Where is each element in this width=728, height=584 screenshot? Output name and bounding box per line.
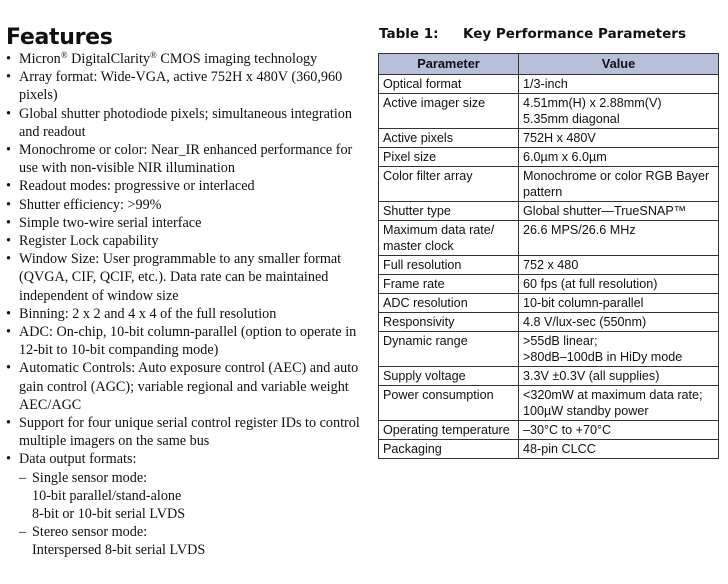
- value-cell: 752H x 480V: [519, 129, 719, 148]
- table-row: [379, 167, 719, 202]
- value-cell: 1/3-inch: [519, 75, 719, 94]
- table-row: [379, 440, 719, 459]
- value-cell: Monochrome or color RGB Bayer pattern: [519, 167, 719, 202]
- feature-item: • Shutter efficiency: >99%: [6, 196, 371, 214]
- value-cell: 752 x 480: [519, 256, 719, 275]
- output-formats-list: [19, 469, 371, 560]
- registered-mark: ®: [149, 50, 157, 60]
- parameter-cell: Frame rate: [379, 275, 519, 294]
- output-format-line: 10-bit parallel/stand-alone: [32, 487, 182, 504]
- value-cell: >55dB linear; >80dB–100dB in HiDy mode: [519, 332, 719, 367]
- parameter-cell: Packaging: [379, 440, 519, 459]
- table-number: Table 1:: [379, 26, 439, 42]
- feature-item: • ADC: On-chip, 10-bit column-parallel (option to operate in 12-bit to 10-bit companding mode): [6, 323, 371, 359]
- value-cell: 26.6 MPS/26.6 MHz: [519, 221, 719, 256]
- table-row: [379, 313, 719, 332]
- parameter-cell: Active pixels: [379, 129, 519, 148]
- table-row: [379, 332, 719, 367]
- table-row: [379, 221, 719, 256]
- table-row: [379, 421, 719, 440]
- output-format-line: – Stereo sensor mode:: [32, 524, 148, 541]
- features-heading: Features: [6, 25, 113, 50]
- feature-text: Micron: [19, 51, 61, 67]
- table-row: [379, 275, 719, 294]
- value-cell: –30°C to +70°C: [519, 421, 719, 440]
- feature-item: • Array format: Wide-VGA, active 752H x 480V (360,960 pixels): [6, 68, 371, 104]
- parameter-cell: Full resolution: [379, 256, 519, 275]
- feature-item: • Support for four unique serial control register IDs to control multiple imagers on the same bus: [6, 414, 371, 450]
- table-row: [379, 75, 719, 94]
- output-format-item: [19, 469, 371, 524]
- feature-item: • Global shutter photodiode pixels; simultaneous integration and readout: [6, 105, 371, 141]
- parameter-cell: Supply voltage: [379, 367, 519, 386]
- value-cell: 10-bit column-parallel: [519, 294, 719, 313]
- parameter-cell: Active imager size: [379, 94, 519, 129]
- value-cell: 60 fps (at full resolution): [519, 275, 719, 294]
- table-row: [379, 367, 719, 386]
- features-list: [6, 50, 371, 560]
- parameter-cell: Shutter type: [379, 202, 519, 221]
- feature-item: • Automatic Controls: Auto exposure control (AEC) and auto gain control (AGC); variable regional and variable weight AEC/AGC: [6, 359, 371, 414]
- value-cell: 48-pin CLCC: [519, 440, 719, 459]
- feature-item: • Simple two-wire serial interface: [6, 214, 371, 232]
- table-row: [379, 148, 719, 167]
- feature-item: • Monochrome or color: Near_IR enhanced performance for use with non-visible NIR illumination: [6, 141, 371, 177]
- parameter-cell: Operating temperature: [379, 421, 519, 440]
- value-cell: Global shutter—TrueSNAP™: [519, 202, 719, 221]
- feature-text: DigitalClarity: [67, 51, 150, 67]
- column-header-value: Value: [519, 54, 719, 75]
- parameter-cell: Power consumption: [379, 386, 519, 421]
- table-title: Key Performance Parameters: [463, 26, 686, 42]
- feature-item: • Binning: 2 x 2 and 4 x 4 of the full resolution: [6, 305, 371, 323]
- output-format-line: 8-bit or 10-bit serial LVDS: [32, 506, 186, 523]
- table-body: [379, 75, 719, 459]
- table-row: [379, 294, 719, 313]
- value-cell: 3.3V ±0.3V (all supplies): [519, 367, 719, 386]
- output-format-line: Interspersed 8-bit serial LVDS: [32, 542, 206, 559]
- feature-item: [6, 50, 371, 68]
- parameter-cell: Dynamic range: [379, 332, 519, 367]
- parameter-cell: Color filter array: [379, 167, 519, 202]
- parameter-cell: ADC resolution: [379, 294, 519, 313]
- feature-text: Data output formats:: [19, 451, 137, 468]
- table-row: [379, 129, 719, 148]
- table-row: [379, 202, 719, 221]
- table-row: [379, 94, 719, 129]
- table-caption: [379, 25, 724, 43]
- value-cell: 6.0µm x 6.0µm: [519, 148, 719, 167]
- feature-item: • Window Size: User programmable to any smaller format (QVGA, CIF, QCIF, etc.). Data rate can be maintained independent of window size: [6, 250, 371, 305]
- feature-item: [6, 450, 371, 559]
- parameter-cell: Optical format: [379, 75, 519, 94]
- key-performance-table: [378, 53, 719, 459]
- parameter-cell: Maximum data rate/ master clock: [379, 221, 519, 256]
- features-section: [6, 26, 371, 560]
- value-cell: 4.8 V/lux-sec (550nm): [519, 313, 719, 332]
- table-header-row: [379, 54, 719, 75]
- output-format-line: – Single sensor mode:: [32, 469, 148, 486]
- feature-item: • Register Lock capability: [6, 232, 371, 250]
- parameter-cell: Pixel size: [379, 148, 519, 167]
- feature-item: • Readout modes: progressive or interlaced: [6, 177, 371, 195]
- value-cell: <320mW at maximum data rate; 100µW standby power: [519, 386, 719, 421]
- registered-mark: ®: [60, 50, 68, 60]
- output-format-item: [19, 523, 371, 559]
- feature-text: CMOS imaging technology: [156, 51, 318, 67]
- table-row: [379, 256, 719, 275]
- column-header-parameter: Parameter: [379, 54, 519, 75]
- table-row: [379, 386, 719, 421]
- value-cell: 4.51mm(H) x 2.88mm(V) 5.35mm diagonal: [519, 94, 719, 129]
- parameter-cell: Responsivity: [379, 313, 519, 332]
